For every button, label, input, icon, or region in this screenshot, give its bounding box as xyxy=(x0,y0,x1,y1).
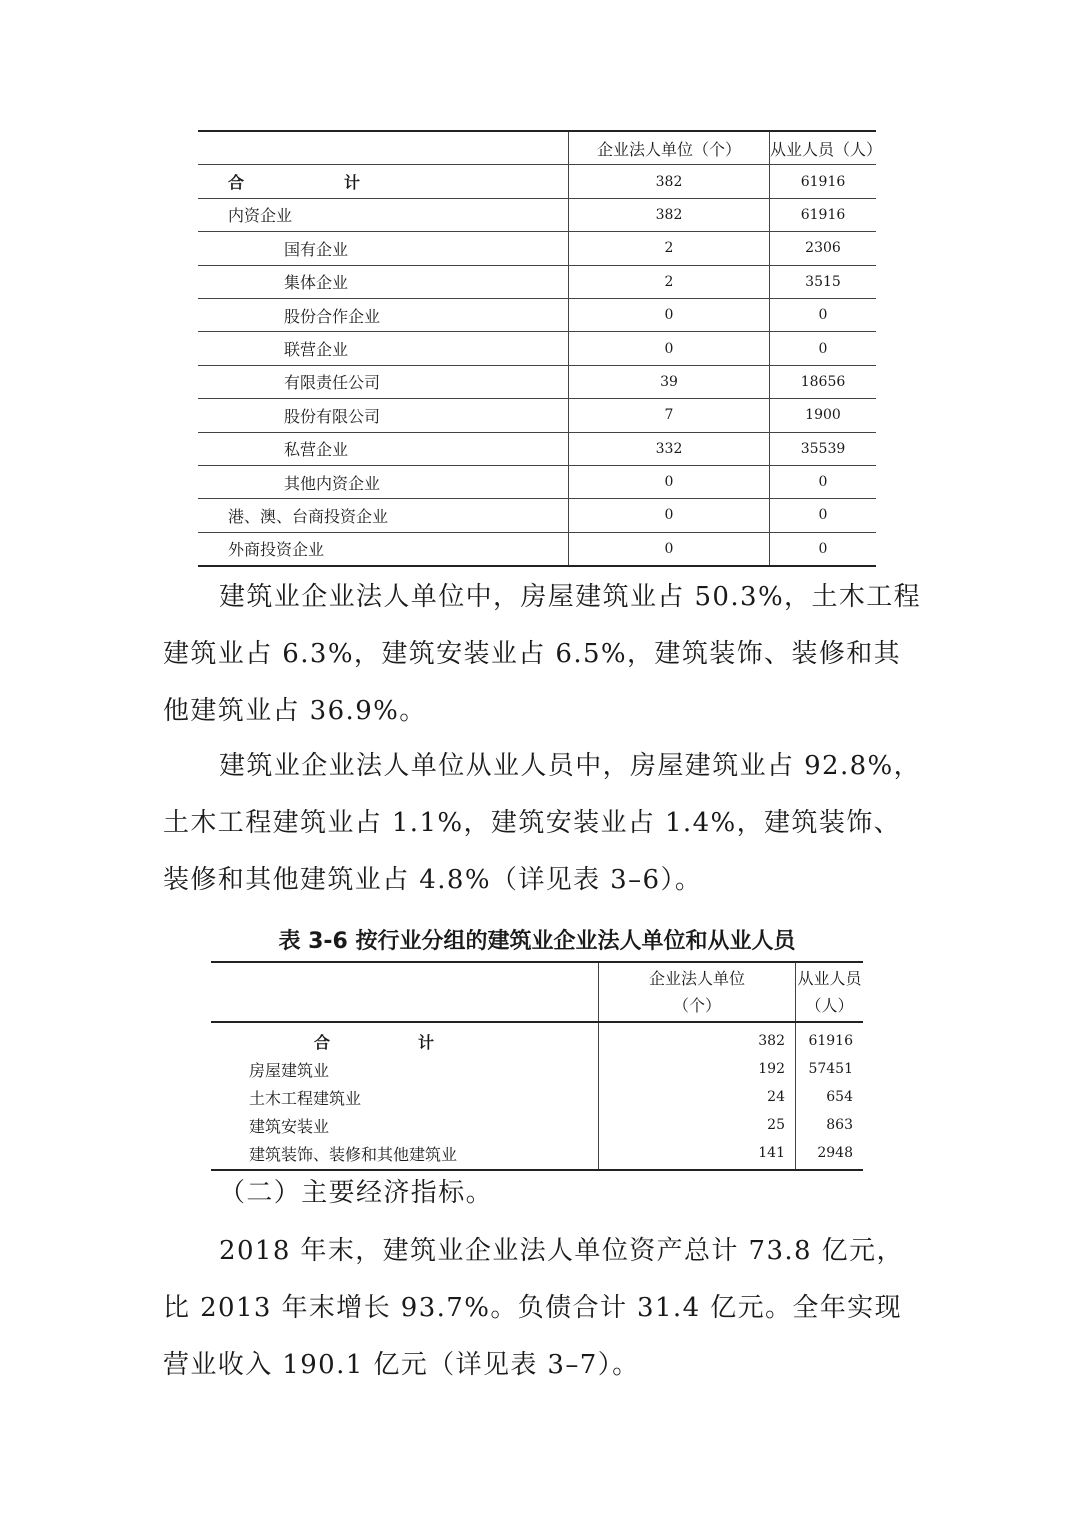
row-employees: 2948 xyxy=(796,1139,864,1170)
table-row xyxy=(198,165,876,198)
table-row xyxy=(198,365,876,398)
table-row xyxy=(198,198,876,231)
row-employees: 0 xyxy=(770,465,877,498)
row-label: 其他内资企业 xyxy=(198,465,569,498)
row-employees: 654 xyxy=(796,1083,864,1111)
row-units: 382 xyxy=(569,165,770,198)
header-blank xyxy=(211,962,599,1022)
row-units: 332 xyxy=(569,432,770,465)
row-units: 7 xyxy=(569,399,770,432)
enterprise-type-table xyxy=(198,130,883,567)
table-row xyxy=(198,432,876,465)
row-employees: 2306 xyxy=(770,232,877,265)
row-units: 382 xyxy=(569,198,770,231)
row-units: 0 xyxy=(569,499,770,532)
header-employees: 从业人员（人） xyxy=(770,131,877,165)
row-employees: 0 xyxy=(770,298,877,331)
table-title: 表 3-6 按行业分组的建筑业企业法人单位和从业人员 xyxy=(278,929,796,954)
row-units: 24 xyxy=(599,1083,796,1111)
row-employees: 61916 xyxy=(770,198,877,231)
row-label: 国有企业 xyxy=(198,232,569,265)
row-label: 房屋建筑业 xyxy=(249,1060,330,1080)
table-header-row xyxy=(211,962,863,1022)
table-row xyxy=(211,1022,863,1055)
table-row xyxy=(198,399,876,432)
row-employees: 35539 xyxy=(770,432,877,465)
row-employees: 1900 xyxy=(770,399,877,432)
table-row xyxy=(211,1111,863,1139)
header-employees xyxy=(796,962,864,1022)
row-label: 联营企业 xyxy=(198,332,569,365)
row-units: 2 xyxy=(569,265,770,298)
header-units xyxy=(599,962,796,1022)
row-units: 141 xyxy=(599,1139,796,1170)
header-employees-line2: （人） xyxy=(805,996,854,1015)
table-row xyxy=(198,499,876,532)
row-label: 私营企业 xyxy=(198,432,569,465)
row-units: 382 xyxy=(599,1022,796,1055)
header-units-line2: （个） xyxy=(672,996,721,1015)
row-units: 0 xyxy=(569,332,770,365)
table-row xyxy=(198,532,876,566)
paragraph-economic-indicators: 2018 年末，建筑业企业法人单位资产总计 73.8 亿元，比 2013 年末增长 93.7%。负债合计 31.4 亿元。全年实现营业收入 190.1 亿元（详见表 3–7）。 xyxy=(163,1236,904,1380)
header-blank xyxy=(198,131,569,165)
row-units: 0 xyxy=(569,465,770,498)
table-row xyxy=(198,232,876,265)
row-employees: 0 xyxy=(770,332,877,365)
row-employees: 57451 xyxy=(796,1055,864,1083)
row-label: 有限责任公司 xyxy=(198,365,569,398)
table-row xyxy=(198,298,876,331)
row-label: 建筑装饰、装修和其他建筑业 xyxy=(211,1139,599,1170)
header-employees-line1: 从业人员 xyxy=(797,969,862,988)
row-employees: 18656 xyxy=(770,365,877,398)
row-employees: 0 xyxy=(770,499,877,532)
row-label: 建筑安装业 xyxy=(249,1116,330,1136)
row-label: 外商投资企业 xyxy=(198,532,569,566)
row-employees: 863 xyxy=(796,1111,864,1139)
table-row xyxy=(198,265,876,298)
section-heading: （二）主要经济指标。 xyxy=(219,1178,494,1208)
row-units: 0 xyxy=(569,298,770,331)
row-label: 股份合作企业 xyxy=(198,298,569,331)
row-units: 25 xyxy=(599,1111,796,1139)
row-employees: 0 xyxy=(770,532,877,566)
header-units-line1: 企业法人单位 xyxy=(648,969,745,988)
table-row xyxy=(198,332,876,365)
row-label: 合 计 xyxy=(314,1032,471,1052)
table-header-row xyxy=(198,131,876,165)
row-units: 39 xyxy=(569,365,770,398)
row-label: 集体企业 xyxy=(198,265,569,298)
row-label: 合 计 xyxy=(198,165,569,198)
row-label: 股份有限公司 xyxy=(198,399,569,432)
industry-group-table xyxy=(211,961,863,1171)
table-row xyxy=(211,1055,863,1083)
row-label: 内资企业 xyxy=(198,198,569,231)
paragraph-unit-share: 建筑业企业法人单位中，房屋建筑业占 50.3%，土木工程建筑业占 6.3%，建筑安装业占 6.5%，建筑装饰、装修和其他建筑业占 36.9%。 xyxy=(163,582,922,726)
row-units: 0 xyxy=(569,532,770,566)
row-employees: 61916 xyxy=(796,1022,864,1055)
header-units: 企业法人单位（个） xyxy=(569,131,770,165)
row-units: 192 xyxy=(599,1055,796,1083)
table-row xyxy=(198,465,876,498)
row-employees: 61916 xyxy=(770,165,877,198)
paragraph-employee-share: 建筑业企业法人单位从业人员中，房屋建筑业占 92.8%，土木工程建筑业占 1.1%，建筑安装业占 1.4%，建筑装饰、装修和其他建筑业占 4.8%（详见表 3–6）。 xyxy=(163,751,922,895)
row-employees: 3515 xyxy=(770,265,877,298)
row-label: 港、澳、台商投资企业 xyxy=(198,499,569,532)
table-row xyxy=(211,1083,863,1111)
row-units: 2 xyxy=(569,232,770,265)
row-label: 土木工程建筑业 xyxy=(249,1088,362,1108)
